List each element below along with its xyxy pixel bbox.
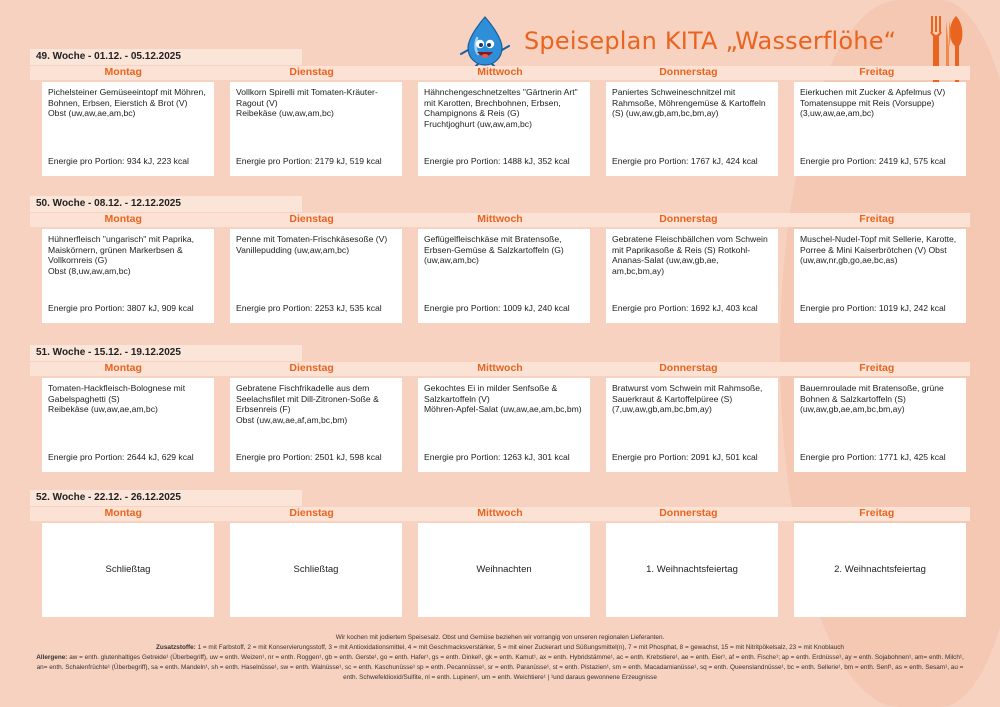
meal-card-donnerstag — [606, 229, 778, 323]
meal-card-mittwoch — [418, 229, 590, 323]
meal-energy: Energie pro Portion: 2644 kJ, 629 kcal — [48, 452, 194, 463]
closed-card-dienstag: Schließtag — [230, 523, 402, 617]
meal-menu: Hühnerfleisch "ungarisch" mit Paprika, Maiskörnern, grünen Markerbsen & Vollkornreis (G) Obst (8,uw,aw,am,bc) — [48, 234, 195, 276]
closed-card-freitag: 2. Weihnachtsfeiertag — [794, 523, 966, 617]
day-label-freitag: Freitag — [859, 507, 895, 519]
day-header-row — [30, 213, 970, 227]
meal-energy: Energie pro Portion: 2419 kJ, 575 kcal — [800, 156, 946, 167]
day-label-mittwoch: Mittwoch — [477, 362, 523, 374]
meal-card-donnerstag — [606, 378, 778, 472]
meal-energy: Energie pro Portion: 3807 kJ, 909 kcal — [48, 303, 194, 314]
closed-card-montag: Schließtag — [42, 523, 214, 617]
meal-menu: Penne mit Tomaten-Frischkäsesoße (V) Vanillepudding (uw,aw,am,bc) — [236, 234, 388, 255]
meal-card-mittwoch — [418, 378, 590, 472]
day-label-donnerstag: Donnerstag — [659, 507, 718, 519]
day-label-dienstag: Dienstag — [289, 362, 334, 374]
meal-menu: Tomaten-Hackfleisch-Bolognese mit Gabelspaghetti (S) Reibekäse (uw,aw,ae,am,bc) — [48, 383, 186, 415]
week-49-section — [30, 49, 970, 176]
day-label-dienstag: Dienstag — [289, 507, 334, 519]
meal-energy: Energie pro Portion: 2091 kJ, 501 kcal — [612, 452, 758, 463]
meal-card-freitag — [794, 82, 966, 176]
page-title: Speiseplan KITA „Wasserflöhe“ — [524, 27, 897, 55]
week-title: 49. Woche - 01.12. - 05.12.2025 — [30, 49, 302, 65]
day-label-mittwoch: Mittwoch — [477, 66, 523, 78]
meal-cards-row — [30, 82, 970, 176]
meal-energy: Energie pro Portion: 1263 kJ, 301 kcal — [424, 452, 570, 463]
closed-card-donnerstag: 1. Weihnachtsfeiertag — [606, 523, 778, 617]
meal-cards-row — [30, 378, 970, 472]
footer-note: Wir kochen mit jodiertem Speisesalz. Obst und Gemüse beziehen wir vorrangig von unseren regionalen Lieferanten. — [335, 634, 665, 641]
meal-card-montag — [42, 82, 214, 176]
meal-menu: Gebratene Fischfrikadelle aus dem Seelachsfilet mit Dill-Zitronen-Soße & Erbsenreis (F) Obst (uw,aw,ae,af,am,bc,bm) — [236, 383, 379, 425]
meal-card-freitag — [794, 378, 966, 472]
week-title: 52. Woche - 22.12. - 26.12.2025 — [30, 490, 302, 506]
week-title: 51. Woche - 15.12. - 19.12.2025 — [30, 345, 302, 361]
closed-card-mittwoch: Weihnachten — [418, 523, 590, 617]
meal-cards-row — [30, 523, 970, 617]
allergens-line — [30, 653, 970, 683]
meal-energy: Energie pro Portion: 2501 kJ, 598 kcal — [236, 452, 382, 463]
day-label-freitag: Freitag — [859, 213, 895, 225]
day-label-mittwoch: Mittwoch — [477, 213, 523, 225]
meal-menu: Hähnchengeschnetzeltes "Gärtnerin Art" mit Karotten, Brechbohnen, Erbsen, Champignons & Reis (G) Fruchtjoghurt (uw,aw,am,bc) — [424, 87, 578, 129]
day-label-freitag: Freitag — [859, 66, 895, 78]
meal-energy: Energie pro Portion: 2179 kJ, 519 kcal — [236, 156, 382, 167]
meal-energy: Energie pro Portion: 1488 kJ, 352 kcal — [424, 156, 570, 167]
day-label-montag: Montag — [104, 362, 142, 374]
meal-card-montag — [42, 229, 214, 323]
meal-card-mittwoch — [418, 82, 590, 176]
meal-card-donnerstag — [606, 82, 778, 176]
allergens-label: Allergene: — [36, 654, 68, 661]
day-label-mittwoch: Mittwoch — [477, 507, 523, 519]
meal-menu: Vollkorn Spirelli mit Tomaten-Kräuter-Ragout (V) Reibekäse (uw,aw,am,bc) — [236, 87, 378, 119]
footer-legend — [30, 633, 970, 683]
meal-energy: Energie pro Portion: 934 kJ, 223 kcal — [48, 156, 189, 167]
meal-menu: Paniertes Schweineschnitzel mit Rahmsoße, Möhrengemüse & Kartoffeln (S) (uw,aw,gb,am,bc,bm,ay) — [612, 87, 766, 119]
meal-cards-row — [30, 229, 970, 323]
meal-menu: Gebratene Fleischbällchen vom Schwein mit Paprikasoße & Reis (S) Rotkohl-Ananas-Salat (uw,aw,gb,ae, am,bc,bm,ay) — [612, 234, 768, 276]
day-label-montag: Montag — [104, 213, 142, 225]
meal-energy: Energie pro Portion: 1767 kJ, 424 kcal — [612, 156, 758, 167]
meal-energy: Energie pro Portion: 1019 kJ, 242 kcal — [800, 303, 946, 314]
day-label-montag: Montag — [104, 66, 142, 78]
additives-line — [30, 643, 970, 653]
day-header-row — [30, 362, 970, 376]
meal-menu: Pichelsteiner Gemüseeintopf mit Möhren, Bohnen, Erbsen, Eierstich & Brot (V) Obst (uw,aw,ae,am,bc) — [48, 87, 206, 119]
meal-menu: Gekochtes Ei in milder Senfsoße & Salzkartoffeln (V) Möhren-Apfel-Salat (uw,aw,ae,am,bc,bm) — [424, 383, 582, 415]
meal-menu: Geflügelfleischkäse mit Bratensoße, Erbsen-Gemüse & Salzkartoffeln (G) (uw,aw,am,bc) — [424, 234, 564, 266]
meal-card-freitag — [794, 229, 966, 323]
meal-card-dienstag — [230, 229, 402, 323]
allergens-text: aw = enth. glutenhaltiges Getreide¹ (Überbegriff), uw = enth. Weizen¹, nr = enth. Roggen¹, gb = enth. Gerste¹, go = enth. Hafer¹, gs = enth. Dinkel¹, gk = enth. Kamut¹, ax = enth. Hybridstämme¹, ac = enth. Krebstiere¹, ae = enth. Eier¹, af = enth. Fische¹; ap = enth. Erdnüsse¹, ay = enth. Sojabohnen¹, am= enth. Milch¹, an= enth. Schalenfrüchte¹ (Überbegriff), sa = enth. Mandeln¹, sh = enth. Haselnüsse¹, sw = enth. Walnüsse¹, sc = enth. Kaschunüsse¹ sp = enth. Pecannüsse¹, sr = enth. Paranüsse¹, st = enth. Pistazien¹, sm = enth. Macadamianüsse¹, sq = enth. Queenslandnüsse¹, bc = enth. Sellerie¹, bm = enth. Senf¹, as = enth. Sesam¹, au = enth. Schwefeldioxid/Sulfite, nl = enth. Lupinen¹, um = enth. Weichtiere¹ | ¹und daraus gewonnene Erzeugnisse — [36, 654, 964, 681]
meal-energy: Energie pro Portion: 1009 kJ, 240 kcal — [424, 303, 570, 314]
meal-card-dienstag — [230, 82, 402, 176]
meal-menu: Eierkuchen mit Zucker & Apfelmus (V) Tomatensuppe mit Reis (Vorsuppe) (3,uw,aw,ae,am,bc) — [800, 87, 946, 119]
day-label-dienstag: Dienstag — [289, 213, 334, 225]
day-header-row — [30, 66, 970, 80]
day-label-donnerstag: Donnerstag — [659, 362, 718, 374]
day-label-freitag: Freitag — [859, 362, 895, 374]
meal-card-dienstag — [230, 378, 402, 472]
meal-menu: Bratwurst vom Schwein mit Rahmsoße, Sauerkraut & Kartoffelpüree (S) (7,uw,aw,gb,am,bc,bm,ay) — [612, 383, 763, 415]
week-title: 50. Woche - 08.12. - 12.12.2025 — [30, 196, 302, 212]
week-51-section — [30, 345, 970, 472]
day-label-donnerstag: Donnerstag — [659, 213, 718, 225]
day-header-row — [30, 507, 970, 521]
meal-energy: Energie pro Portion: 1771 kJ, 425 kcal — [800, 452, 946, 463]
meal-energy: Energie pro Portion: 2253 kJ, 535 kcal — [236, 303, 382, 314]
week-52-section — [30, 490, 970, 617]
day-label-montag: Montag — [104, 507, 142, 519]
meal-card-montag — [42, 378, 214, 472]
additives-label: Zusatzstoffe: — [156, 644, 196, 651]
day-label-donnerstag: Donnerstag — [659, 66, 718, 78]
additives-text: 1 = mit Farbstoff, 2 = mit Konservierungsstoff, 3 = mit Antioxidationsmittel, 4 = mit Geschmacksverstärker, 5 = mit einer Zuckerart und Süßungsmittel(n), 7 = mit Phosphat, 8 = gewachst, 15 = mit Nitritpökelsalz, 23 = mit Knoblauch — [197, 644, 844, 651]
meal-menu: Bauernroulade mit Bratensoße, grüne Bohnen & Salzkartoffeln (S) (uw,aw,gb,ae,am,bc,bm,ay) — [800, 383, 944, 415]
meal-energy: Energie pro Portion: 1692 kJ, 403 kcal — [612, 303, 758, 314]
day-label-dienstag: Dienstag — [289, 66, 334, 78]
meal-menu: Muschel-Nudel-Topf mit Sellerie, Karotte, Porree & Mini Kaiserbrötchen (V) Obst (uw,aw,nr,gb,go,ae,bc,as) — [800, 234, 957, 266]
week-50-section — [30, 196, 970, 323]
